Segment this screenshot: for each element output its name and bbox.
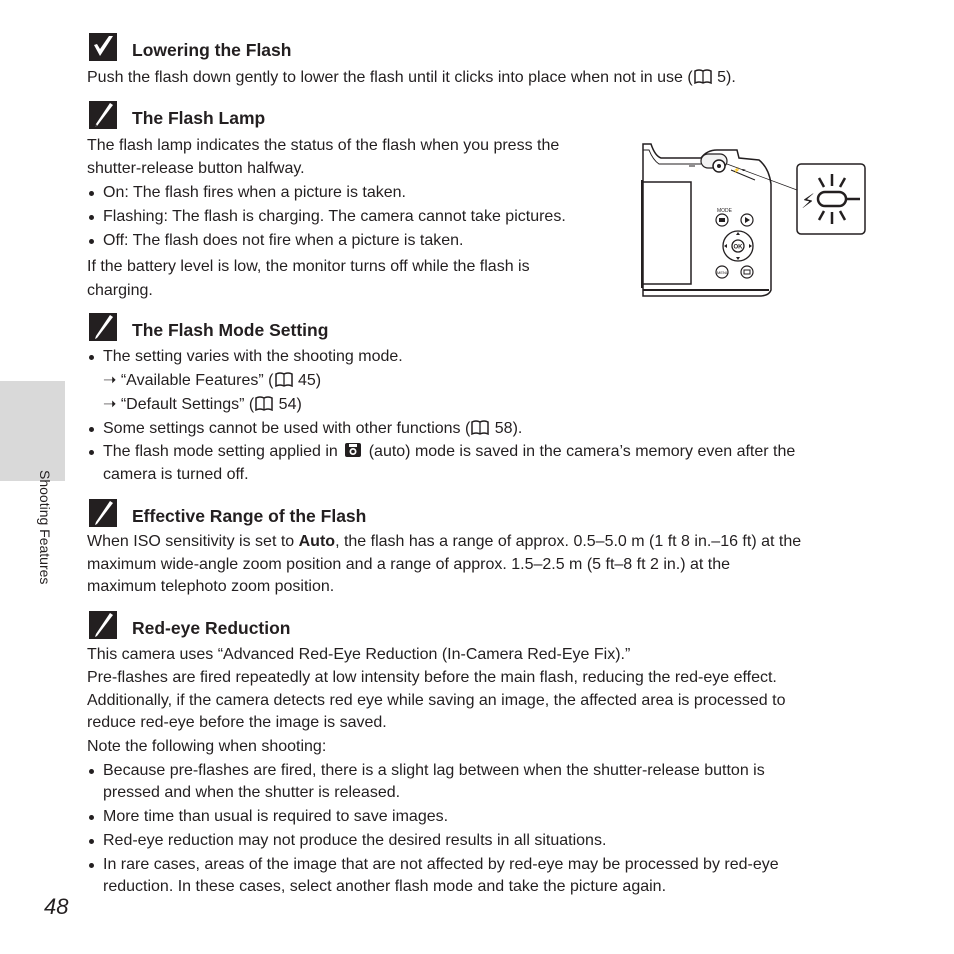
section-title-red-eye: Red-eye Reduction (132, 618, 291, 638)
svg-text:⚡: ⚡ (801, 189, 816, 213)
note-pencil-icon (88, 498, 118, 528)
reference-default-settings: ➝ “Default Settings” ( 54) (103, 396, 302, 413)
flash-lamp-intro-1: The flash lamp indicates the status of the flash when you press the (87, 137, 560, 154)
redeye-line-4: reduce red-eye before the image is saved. (87, 714, 387, 731)
redeye-line-3: Additionally, if the camera detects red eye while saving an image, the affected area is processed to (87, 692, 786, 709)
lowering-text: Push the flash down gently to lower the flash until it clicks into place when not in use ( 5). (87, 69, 736, 86)
flash-lamp-note-1: If the battery level is low, the monitor turns off while the flash is (87, 258, 530, 275)
redeye-b4-line2: reduction. In these cases, select another flash mode and take the picture again. (103, 878, 667, 895)
section-title-lowering: Lowering the Flash (132, 40, 292, 60)
flash-lamp-intro-2: shutter-release button halfway. (87, 160, 305, 177)
auto-mode-camera-icon (344, 442, 362, 458)
redeye-line-1: This camera uses “Advanced Red-Eye Reduction (In-Camera Red-Eye Fix).” (87, 646, 631, 663)
section-title-effective-range: Effective Range of the Flash (132, 506, 367, 526)
flash-mode-bullet3-line2: camera is turned off. (103, 466, 249, 483)
redeye-b1-line2: pressed and when the shutter is released. (103, 784, 401, 801)
range-line-2: maximum wide-angle zoom position and a range of approx. 1.5–2.5 m (5 ft–8 ft 2 in.) at the (87, 556, 731, 573)
range-line-3: maximum telephoto zoom position. (87, 578, 335, 595)
svg-text:⚡ =: ⚡ = (733, 168, 746, 174)
caution-check-icon (88, 32, 118, 62)
note-pencil-icon (88, 100, 118, 130)
redeye-line-5: Note the following when shooting: (87, 738, 327, 755)
note-pencil-icon (88, 610, 118, 640)
chapter-side-label: Shooting Features (37, 470, 53, 585)
reference-book-icon (275, 372, 293, 387)
camera-back-illustration (641, 140, 869, 298)
redeye-line-2: Pre-flashes are fired repeatedly at low intensity before the main flash, reducing the red-eye effect. (87, 669, 777, 686)
reference-book-icon (694, 69, 712, 84)
reference-available-features: ➝ “Available Features” ( 45) (103, 372, 322, 389)
chapter-side-tab (0, 381, 65, 481)
reference-book-icon (255, 396, 273, 411)
reference-book-icon (471, 420, 489, 435)
page-number: 48 (44, 894, 69, 919)
menu-button-label: MENU (717, 270, 729, 275)
note-pencil-icon (88, 312, 118, 342)
flash-lamp-note-2: charging. (87, 282, 153, 299)
ok-button-label: OK (733, 244, 743, 251)
range-line-1: When ISO sensitivity is set to Auto, the flash has a range of approx. 0.5–5.0 m (1 ft 8 in.–16 ft) at the (87, 533, 802, 550)
section-title-flash-lamp: The Flash Lamp (132, 108, 266, 128)
svg-text:MODE: MODE (717, 208, 732, 214)
section-title-flash-mode: The Flash Mode Setting (132, 320, 329, 340)
